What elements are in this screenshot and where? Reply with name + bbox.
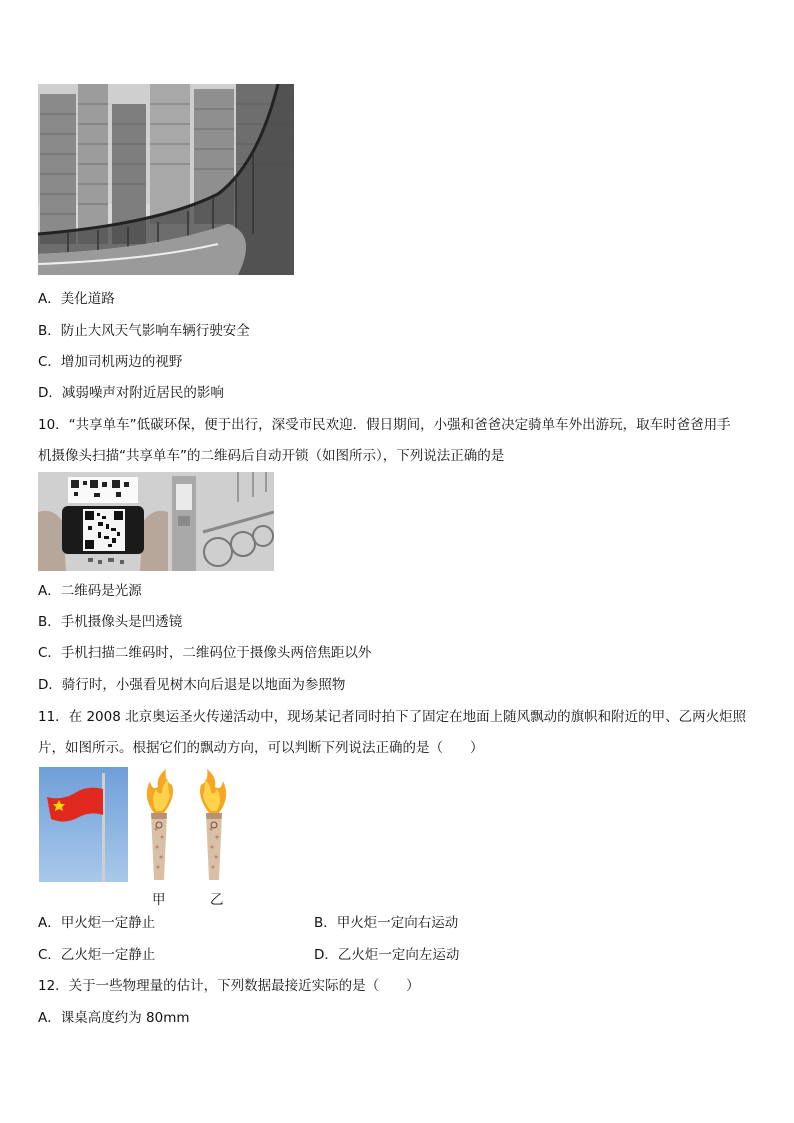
torch-jia-caption: 甲 [152,892,166,908]
flag-photo [39,767,128,882]
q10-option-d: D．骑行时，小强看见树木向后退是以地面为参照物 [38,677,346,693]
q11-option-a: A．甲火炬一定静止 [38,915,156,931]
q9-option-c: C．增加司机两边的视野 [38,354,183,370]
q9-option-a: A．美化道路 [38,291,115,307]
noise-barrier-photo [38,84,294,275]
q11-option-d: D．乙火炬一定向左运动 [314,947,460,963]
q11-stem-line1: 11．在 2008 北京奥运圣火传递活动中，现场某记者同时拍下了固定在地面上随风飘动的旗帜和附近的甲、乙两火炬照 [38,709,747,725]
q12-option-a: A．课桌高度约为 80mm [38,1010,190,1026]
torch-jia-image [138,767,178,882]
torch-yi-image [195,767,235,882]
qr-scan-photo [38,472,274,571]
torch-yi-caption: 乙 [210,892,224,908]
q10-stem-line2: 机摄像头扫描“共享单车”的二维码后自动开锁（如图所示），下列说法正确的是 [38,448,505,464]
q9-option-b: B．防止大风天气影响车辆行驶安全 [38,323,250,339]
q10-option-b: B．手机摄像头是凹透镜 [38,614,183,630]
q11-option-b: B．甲火炬一定向右运动 [314,915,459,931]
q12-stem: 12．关于一些物理量的估计，下列数据最接近实际的是（ ） [38,978,420,994]
q10-option-c: C．手机扫描二维码时，二维码位于摄像头两倍焦距以外 [38,645,372,661]
q9-option-d: D．减弱噪声对附近居民的影响 [38,385,224,401]
q11-stem-line2: 片，如图所示。根据它们的飘动方向，可以判断下列说法正确的是（ ） [38,740,484,756]
q10-option-a: A．二维码是光源 [38,583,142,599]
q10-stem-line1: 10．“共享单车”低碳环保，便于出行，深受市民欢迎．假日期间，小强和爸爸决定骑单车外出游玩，取车时爸爸用手 [38,417,731,433]
q11-option-c: C．乙火炬一定静止 [38,947,156,963]
